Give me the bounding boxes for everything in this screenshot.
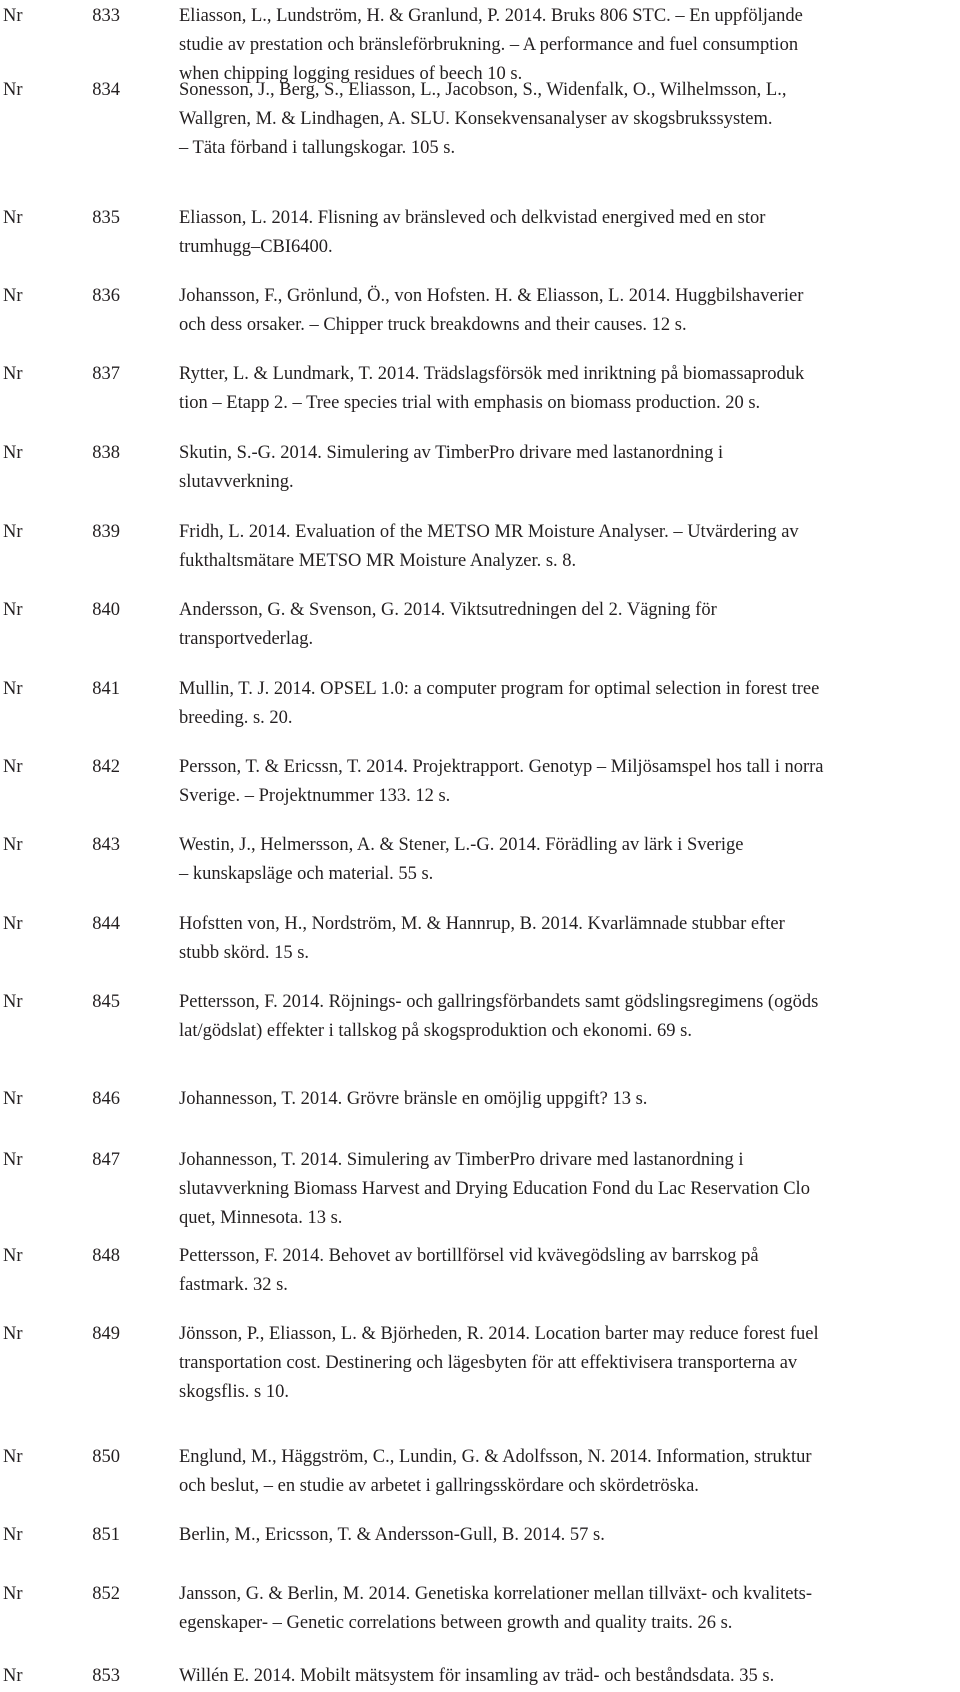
citation-line: trumhugg–CBI6400. bbox=[179, 237, 333, 257]
citation-line: och beslut, – en studie av arbetet i gallringsskördare och skördetröska. bbox=[179, 1476, 699, 1496]
citation-line: slutavverkning. bbox=[179, 472, 294, 492]
entry-number: 843 bbox=[92, 835, 120, 855]
entry-number: 834 bbox=[92, 80, 120, 100]
entry-prefix: Nr bbox=[3, 1324, 23, 1344]
entry-citation bbox=[179, 1443, 959, 1501]
citation-line: Wallgren, M. & Lindhagen, A. SLU. Konsekvensanalyser av skogsbrukssystem. bbox=[179, 109, 773, 129]
entry-citation bbox=[179, 518, 959, 576]
citation-line: Hofstten von, H., Nordström, M. & Hannrup, B. 2014. Kvarlämnade stubbar efter bbox=[179, 914, 785, 934]
citation-line: Westin, J., Helmersson, A. & Stener, L.-G. 2014. Förädling av lärk i Sverige bbox=[179, 835, 744, 855]
citation-line: when chipping logging residues of beech 10 s. bbox=[179, 64, 523, 84]
entry-prefix: Nr bbox=[3, 522, 23, 542]
entry-citation bbox=[179, 675, 959, 733]
entry-citation bbox=[179, 360, 959, 418]
entry-prefix: Nr bbox=[3, 1150, 23, 1170]
entry-prefix: Nr bbox=[3, 1584, 23, 1604]
citation-line: – Täta förband i tallungskogar. 105 s. bbox=[179, 138, 456, 158]
citation-line: fukthaltsmätare METSO MR Moisture Analyzer. s. 8. bbox=[179, 551, 577, 571]
entry-number: 844 bbox=[92, 914, 120, 934]
entry-number: 847 bbox=[92, 1150, 120, 1170]
citation-line: Englund, M., Häggström, C., Lundin, G. & Adolfsson, N. 2014. Information, struktur bbox=[179, 1447, 812, 1467]
entry-prefix: Nr bbox=[3, 80, 23, 100]
citation-line: Andersson, G. & Svenson, G. 2014. Viktsutredningen del 2. Vägning för bbox=[179, 600, 717, 620]
citation-line: Rytter, L. & Lundmark, T. 2014. Trädslagsförsök med inriktning på biomassaproduk bbox=[179, 364, 805, 384]
entry-prefix: Nr bbox=[3, 208, 23, 228]
citation-line: Eliasson, L. 2014. Flisning av bränsleved och delkvistad energived med en stor bbox=[179, 208, 766, 228]
entry-number: 848 bbox=[92, 1246, 120, 1266]
citation-line: quet, Minnesota. 13 s. bbox=[179, 1208, 343, 1228]
citation-line: egenskaper- – Genetic correlations between growth and quality traits. 26 s. bbox=[179, 1613, 733, 1633]
entry-prefix: Nr bbox=[3, 679, 23, 699]
entry-prefix: Nr bbox=[3, 286, 23, 306]
citation-line: Pettersson, F. 2014. Behovet av bortillförsel vid kvävegödsling av barrskog på bbox=[179, 1246, 759, 1266]
entry-prefix: Nr bbox=[3, 1089, 23, 1109]
entry-citation bbox=[179, 282, 959, 340]
citation-line: Pettersson, F. 2014. Röjnings- och gallringsförbandets samt gödslingsregimens (ogöds bbox=[179, 992, 819, 1012]
entry-number: 849 bbox=[92, 1324, 120, 1344]
entry-prefix: Nr bbox=[3, 992, 23, 1012]
entry-prefix: Nr bbox=[3, 1447, 23, 1467]
entry-citation bbox=[179, 204, 959, 262]
citation-line: Willén E. 2014. Mobilt mätsystem för insamling av träd- och beståndsdata. 35 s. bbox=[179, 1666, 775, 1686]
citation-line: slutavverkning Biomass Harvest and Drying Education Fond du Lac Reservation Clo bbox=[179, 1179, 810, 1199]
entry-prefix: Nr bbox=[3, 443, 23, 463]
entry-number: 838 bbox=[92, 443, 120, 463]
citation-line: tion – Etapp 2. – Tree species trial with emphasis on biomass production. 20 s. bbox=[179, 393, 761, 413]
entry-prefix: Nr bbox=[3, 1525, 23, 1545]
entry-number: 842 bbox=[92, 757, 120, 777]
entry-citation bbox=[179, 831, 959, 889]
entry-number: 845 bbox=[92, 992, 120, 1012]
entry-number: 841 bbox=[92, 679, 120, 699]
citation-line: skogsflis. s 10. bbox=[179, 1382, 289, 1402]
citation-line: Berlin, M., Ericsson, T. & Andersson-Gull, B. 2014. 57 s. bbox=[179, 1525, 605, 1545]
citation-line: Johansson, F., Grönlund, Ö., von Hofsten. H. & Eliasson, L. 2014. Huggbilshaverier bbox=[179, 286, 804, 306]
citation-line: studie av prestation och bränsleförbrukning. – A performance and fuel consumption bbox=[179, 35, 799, 55]
citation-line: transportvederlag. bbox=[179, 629, 314, 649]
entry-citation bbox=[179, 439, 959, 497]
entry-number: 837 bbox=[92, 364, 120, 384]
citation-line: Sverige. – Projektnummer 133. 12 s. bbox=[179, 786, 451, 806]
entry-citation bbox=[179, 596, 959, 654]
citation-line: Sonesson, J., Berg, S., Eliasson, L., Jacobson, S., Widenfalk, O., Wilhelmsson, L., bbox=[179, 80, 787, 100]
citation-line: – kunskapsläge och material. 55 s. bbox=[179, 864, 434, 884]
citation-line: och dess orsaker. – Chipper truck breakdowns and their causes. 12 s. bbox=[179, 315, 687, 335]
entry-number: 839 bbox=[92, 522, 120, 542]
entry-prefix: Nr bbox=[3, 757, 23, 777]
entry-citation bbox=[179, 988, 959, 1046]
entry-citation bbox=[179, 910, 959, 968]
entry-prefix: Nr bbox=[3, 1666, 23, 1686]
citation-line: Johannesson, T. 2014. Grövre bränsle en omöjlig uppgift? 13 s. bbox=[179, 1089, 648, 1109]
entry-number: 846 bbox=[92, 1089, 120, 1109]
entry-prefix: Nr bbox=[3, 1246, 23, 1266]
entry-number: 850 bbox=[92, 1447, 120, 1467]
entry-prefix: Nr bbox=[3, 600, 23, 620]
citation-line: stubb skörd. 15 s. bbox=[179, 943, 310, 963]
entry-citation bbox=[179, 76, 959, 163]
citation-line: breeding. s. 20. bbox=[179, 708, 293, 728]
citation-line: Eliasson, L., Lundström, H. & Granlund, P. 2014. Bruks 806 STC. – En uppföljande bbox=[179, 6, 803, 26]
entry-citation bbox=[179, 753, 959, 811]
entry-number: 833 bbox=[92, 6, 120, 26]
citation-line: Skutin, S.-G. 2014. Simulering av TimberPro drivare med lastanordning i bbox=[179, 443, 724, 463]
citation-line: Jansson, G. & Berlin, M. 2014. Genetiska korrelationer mellan tillväxt- och kvalitets- bbox=[179, 1584, 812, 1604]
citation-line: lat/gödslat) effekter i tallskog på skogsproduktion och ekonomi. 69 s. bbox=[179, 1021, 692, 1041]
citation-line: Mullin, T. J. 2014. OPSEL 1.0: a computer program for optimal selection in forest tree bbox=[179, 679, 820, 699]
citation-line: Johannesson, T. 2014. Simulering av TimberPro drivare med lastanordning i bbox=[179, 1150, 744, 1170]
entry-citation bbox=[179, 1085, 959, 1114]
entry-number: 851 bbox=[92, 1525, 120, 1545]
entry-citation bbox=[179, 1580, 959, 1638]
citation-line: transportation cost. Destinering och lägesbyten för att effektivisera transporterna av bbox=[179, 1353, 798, 1373]
entry-number: 853 bbox=[92, 1666, 120, 1686]
entry-number: 840 bbox=[92, 600, 120, 620]
entry-citation bbox=[179, 1521, 959, 1550]
entry-prefix: Nr bbox=[3, 6, 23, 26]
entry-citation bbox=[179, 1146, 959, 1233]
entry-number: 836 bbox=[92, 286, 120, 306]
citation-line: Persson, T. & Ericssn, T. 2014. Projektrapport. Genotyp – Miljösamspel hos tall i norra bbox=[179, 757, 824, 777]
entry-prefix: Nr bbox=[3, 835, 23, 855]
entry-citation bbox=[179, 1662, 959, 1691]
citation-line: fastmark. 32 s. bbox=[179, 1275, 288, 1295]
citation-line: Fridh, L. 2014. Evaluation of the METSO MR Moisture Analyser. – Utvärdering av bbox=[179, 522, 799, 542]
entry-number: 852 bbox=[92, 1584, 120, 1604]
entry-citation bbox=[179, 1320, 959, 1407]
entry-prefix: Nr bbox=[3, 364, 23, 384]
entry-prefix: Nr bbox=[3, 914, 23, 934]
entry-citation bbox=[179, 1242, 959, 1300]
entry-number: 835 bbox=[92, 208, 120, 228]
citation-line: Jönsson, P., Eliasson, L. & Björheden, R. 2014. Location barter may reduce forest fuel bbox=[179, 1324, 819, 1344]
